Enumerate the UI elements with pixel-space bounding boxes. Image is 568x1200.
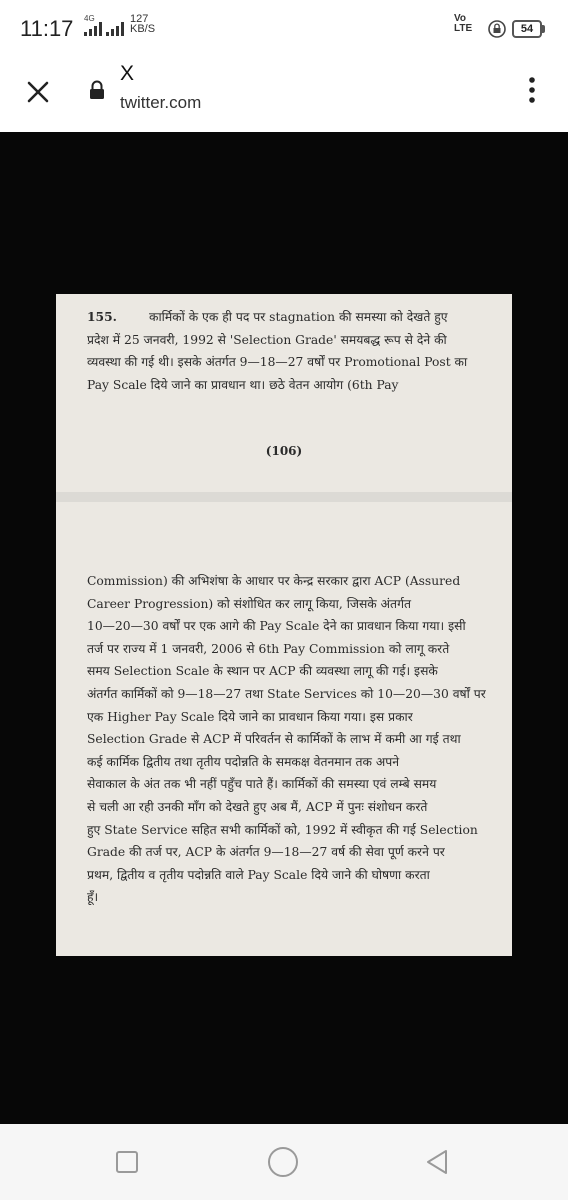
doc-line: हूँ। xyxy=(87,890,99,905)
system-nav-bar xyxy=(0,1124,568,1200)
doc-line: प्रदेश में 25 जनवरी, 1992 से 'Selection Grade' समयबद्ध रूप से देने की xyxy=(87,332,447,347)
back-icon[interactable] xyxy=(424,1148,450,1176)
doc-line: एक Higher Pay Scale दिये जाने का प्रावधान किया गया। इस प्रकार xyxy=(87,709,413,724)
doc-line: 10—20—30 वर्षों पर एक आगे की Pay Scale देने का प्रावधान किया गया। इसी xyxy=(87,619,466,634)
volte-bottom: LTE xyxy=(454,23,473,34)
screen-lock-icon xyxy=(488,20,506,38)
paragraph-number: 155. xyxy=(87,309,117,324)
network-speed xyxy=(130,14,155,34)
battery-indicator: 54 xyxy=(512,20,542,38)
close-icon[interactable] xyxy=(20,74,56,110)
status-time: 11:17 xyxy=(20,16,74,41)
doc-line: से चली आ रही उनकी माँग को देखते हुए अब मैं, ACP में पुनः संशोधन करते xyxy=(87,799,428,814)
doc-line: सेवाकाल के अंत तक भी नहीं पहुँच पाते हैं। कार्मिकों की समस्या एवं लम्बे समय xyxy=(87,777,437,792)
speed-unit: KB/S xyxy=(130,23,156,35)
status-bar xyxy=(0,0,568,56)
doc-line: समय Selection Scale के स्थान पर ACP की व्यवस्था लागू की गई। इसके xyxy=(87,664,438,679)
signal-icon-2 xyxy=(106,22,126,36)
doc-line: कई कार्मिक द्वितीय तथा तृतीय पदोन्नति के समकक्ष वेतनमान तक अपने xyxy=(87,754,400,769)
page-number: (106) xyxy=(265,444,303,458)
doc-line: Career Progression) को संशोधित कर लागू किया, जिसके अंतर्गत xyxy=(87,596,412,611)
home-icon[interactable] xyxy=(268,1147,298,1177)
doc-line: अंतर्गत कार्मिकों को 9—18—27 तथा State Services को 10—20—30 वर्षों पर xyxy=(87,686,486,701)
page-title: X xyxy=(120,62,135,85)
network-type: 4G xyxy=(84,14,95,23)
doc-line: हुए State Service सहित सभी कार्मिकों को, 1992 में स्वीकृत की गई Selection xyxy=(87,822,478,837)
doc-line: तर्ज पर राज्य में 1 जनवरी, 2006 से 6th Pay Commission को लागू करते xyxy=(87,641,450,656)
image-viewer[interactable] xyxy=(0,132,568,1124)
browser-toolbar xyxy=(0,56,568,132)
doc-line: प्रथम, द्वितीय व तृतीय पदोन्नति वाले Pay Scale दिये जाने की घोषणा करता xyxy=(87,867,430,882)
battery-tip xyxy=(542,25,545,33)
volte-top: Vo xyxy=(454,13,467,24)
recent-apps-icon[interactable] xyxy=(116,1151,138,1173)
page-divider xyxy=(56,492,512,502)
document-scan xyxy=(56,294,512,956)
doc-line-text: कार्मिकों के एक ही पद पर stagnation की समस्या को देखते हुए xyxy=(149,310,448,324)
volte-indicator xyxy=(454,14,472,34)
paragraph-top xyxy=(87,306,497,396)
speed-value: 127 xyxy=(130,13,149,25)
doc-line: Pay Scale दिये जाने का प्रावधान था। छठे वेतन आयोग (6th Pay xyxy=(87,377,399,392)
doc-line: व्यवस्था की गई थी। इसके अंतर्गत 9—18—27 वर्षों पर Promotional Post का xyxy=(87,355,468,370)
signal-icon xyxy=(84,22,104,36)
doc-line: Commission) की अभिशंषा के आधार पर केन्द्र सरकार द्वारा ACP (Assured xyxy=(87,574,461,588)
paragraph-bottom xyxy=(87,570,497,909)
doc-line: Selection Grade से ACP में परिवर्तन से कार्मिकों के लाभ में कमी आ गई तथा xyxy=(87,732,461,747)
doc-line xyxy=(87,306,497,329)
more-vert-icon[interactable] xyxy=(520,70,544,110)
lock-icon xyxy=(88,80,106,100)
page-url[interactable]: twitter.com xyxy=(120,93,202,112)
doc-line: Grade की तर्ज पर, ACP के अंतर्गत 9—18—27 वर्ष की सेवा पूर्ण करने पर xyxy=(87,845,445,860)
